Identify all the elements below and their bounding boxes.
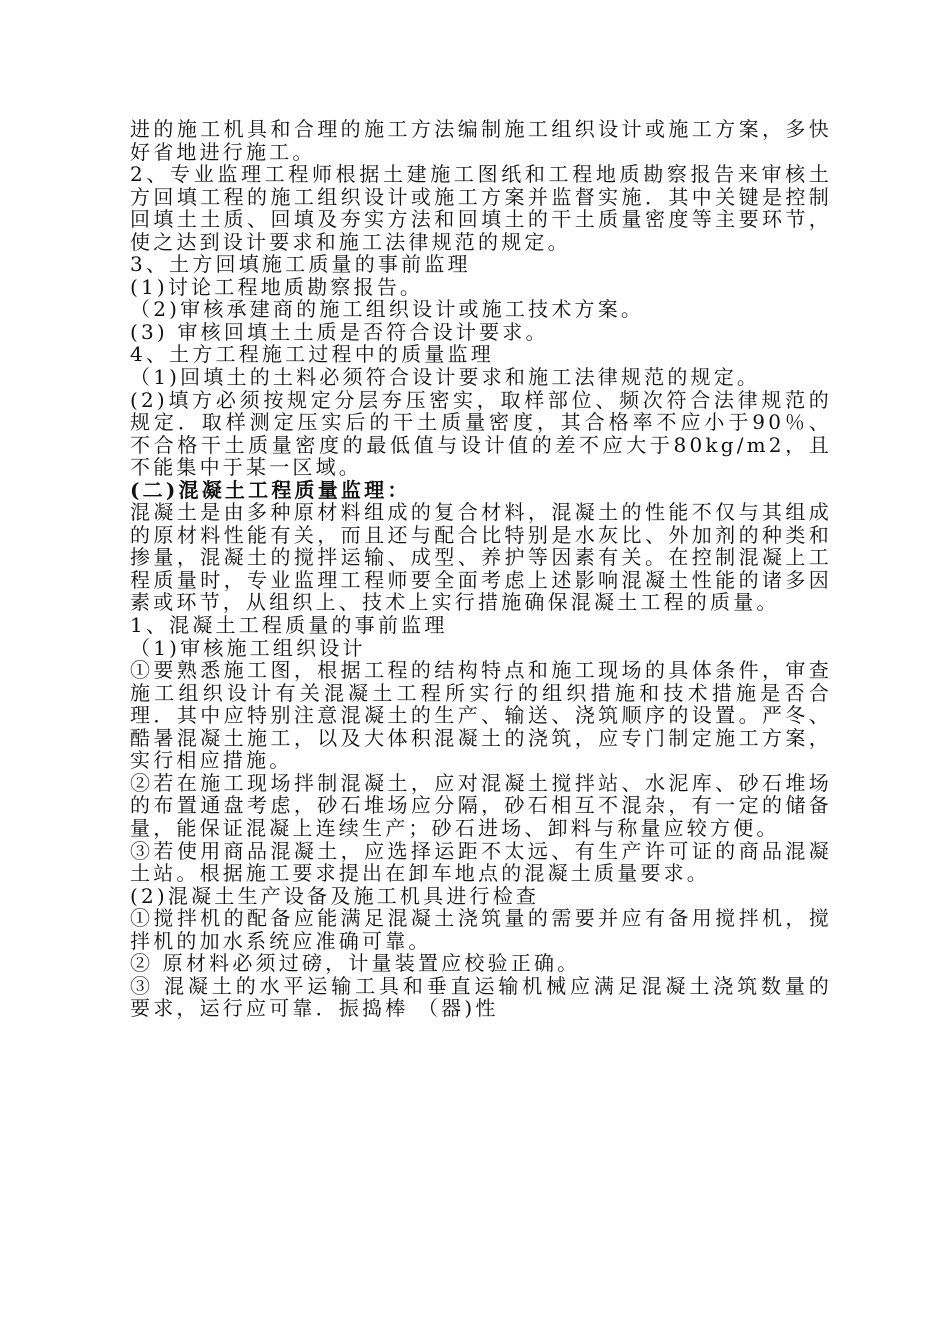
point-2-site-mixing: ②若在施工现场拌制混凝土，应对混凝土搅拌站、水泥库、砂石堆场的布置通盘考虑，砂石堆场应分隔，砂石相互不混杂，有一定的储备量，能保证混凝上连续生产；砂石进场、卸料与称量应较方便。: [130, 770, 832, 840]
point-3-transport: ③ 混凝土的水平运输工具和垂直运输机械应满足混凝土浇筑数量的要求，运行应可靠．振捣棒 （器)性: [130, 973, 832, 1021]
sub-item-2: （2)审核承建商的施工组织设计或施工技术方案。: [130, 297, 645, 322]
sub-item-concrete-2: (2)混凝土生产设备及施工机具进行检查: [130, 883, 540, 908]
paragraph-concrete-intro: 混凝土是由多种原材料组成的复合材料，混凝土的性能不仅与其组成的原材料性能有关，而且还与配合比特别是水灰比、外加剂的种类和掺量，混凝土的搅拌运输、成型、养护等因素有关。在控制混凝上工程质量时，专业监理工程师要全面考虑上述影响混凝土性能的诸多因素或环节，从组织上、技术上实行措施确保混凝土工程的质量。: [130, 500, 832, 615]
sub-item-4-2: (2)填方必须按规定分层夯压密实，取样部位、频次符合法律规范的规定．取样测定压实后的干土质量密度，其合格率不应小于90％、不合格干土质量密度的最低值与设计值的差不应大于80kg/m2，且不能集中于某一区域。: [130, 387, 832, 480]
sub-item-concrete-1: （1)审核施工组织设计: [130, 635, 366, 660]
point-2-weighing: ② 原材料必须过磅，计量装置应校验正确。: [130, 951, 581, 976]
paragraph-item-2: 2、专业监理工程师根据土建施工图纸和工程地质勘察报告来审核土方回填工程的施工组织设计或施工方案并监督实施．其中关键是控制回填土土质、回填及夯实方法和回填土的干土质量密度等主要环节，使之达到设计要求和施工法律规范的规定。: [130, 162, 832, 254]
sub-item-4-1: （1)回填土的土料必须符合设计要求和施工法律规范的规定。: [130, 365, 761, 390]
heading-item-3: 3、土方回填施工质量的事前监理: [130, 252, 471, 277]
heading-concrete-1: 1、混凝土工程质量的事前监理: [130, 613, 448, 638]
point-1-drawings: ①要熟悉施工图，根据工程的结构特点和施工现场的具体条件，审查施工组织设计有关混凝土工程所实行的组织措施和技术措施是否合理．其中应特别注意混凝土的生产、输送、浇筑顺序的设置。严冬、酷暑混凝土施工，以及大体积混凝土的浇筑，应专门制定施工方案，实行相应措施。: [130, 658, 832, 773]
heading-item-4: 4、土方工程施工过程中的质量监理: [130, 342, 494, 367]
point-1-mixer: ①搅拌机的配备应能满足混凝土浇筑量的需要并应有备用搅拌机，搅拌机的加水系统应准确可靠。: [130, 906, 832, 953]
point-3-commercial-concrete: ③若使用商品混凝土，应选择运距不太远、有生产许可证的商品混凝土站。根据施工要求提出在卸车地点的混凝土质量要求。: [130, 838, 832, 886]
section-heading-concrete: (二)混凝土工程质量监理：: [130, 477, 411, 502]
paragraph-intro-continuation: 进的施工机具和合理的施工方法编制施工组织设计或施工方案，多快好省地进行施工。: [130, 117, 832, 164]
sub-item-3: (3) 审核回填土土质是否符合设计要求。: [130, 319, 549, 344]
sub-item-1: (1)讨论工程地质勘察报告。: [130, 274, 424, 299]
document-page: [130, 118, 832, 1020]
